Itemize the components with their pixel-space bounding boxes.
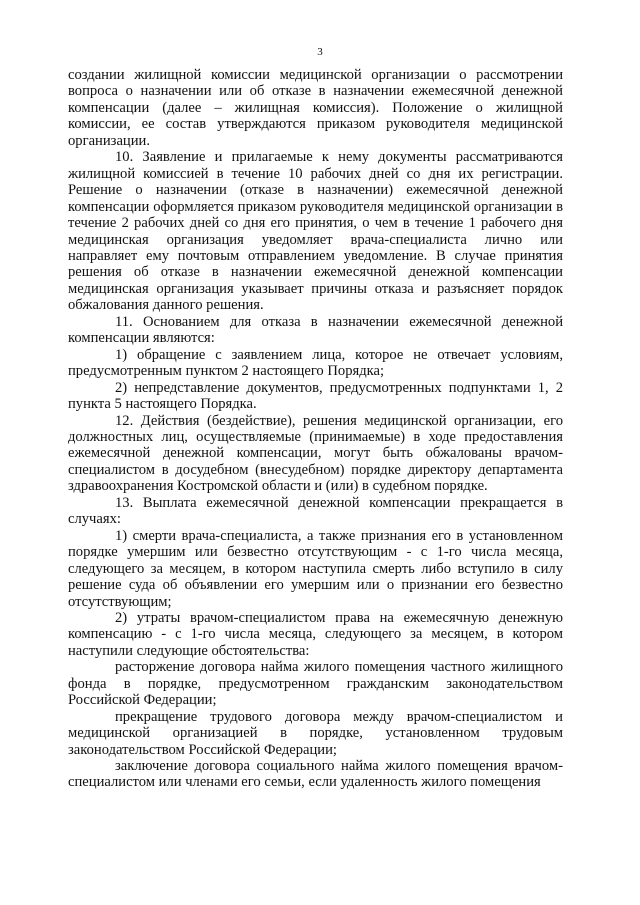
paragraph-item-13-2: 2) утраты врачом-специалистом права на ежемесячную денежную компенсацию - с 1-го числа месяца, следующего за месяцем, в котором наступили следующие обстоятельства:: [68, 609, 563, 659]
paragraph-item-11-2: 2) непредставление документов, предусмотренных подпунктами 1, 2 пункта 5 настоящего Порядка.: [68, 379, 563, 413]
paragraph-item-13-1: 1) смерти врача-специалиста, а также признания его в установленном порядке умершим или безвестно отсутствующим - с 1-го числа месяца, следующего за месяцем, в котором наступила смерть либо вступило в силу решение суда об объявлении его умершим или о признании его безвестно отсутствующим;: [68, 527, 563, 610]
paragraph-continuation: создании жилищной комиссии медицинской организации о рассмотрении вопроса о назначении или об отказе в назначении ежемесячной денежной компенсации (далее – жилищная комиссия). Положение о жилищной комиссии, ее состав утверждаются приказом руководителя медицинской организации.: [68, 67, 563, 149]
paragraph-item-12: 12. Действия (бездействие), решения медицинской организации, его должностных лиц, осуществляемые (принимаемые) в ходе предоставления ежемесячной денежной компенсации, могут быть обжалованы врачом-специалистом в досудебном (внесудебном) порядке директору департамента здравоохранения Костромской области и (или) в судебном порядке.: [68, 412, 563, 495]
document-body: [68, 67, 563, 791]
paragraph-item-13: 13. Выплата ежемесячной денежной компенсации прекращается в случаях:: [68, 494, 563, 528]
paragraph-clause-employment-termination: прекращение трудового договора между врачом-специалистом и медицинской организацией в порядке, установленном трудовым законодательством Российской Федерации;: [68, 708, 563, 758]
paragraph-clause-rent-termination: расторжение договора найма жилого помещения частного жилищного фонда в порядке, предусмотренном гражданским законодательством Российской Федерации;: [68, 659, 563, 709]
paragraph-item-11-1: 1) обращение с заявлением лица, которое не отвечает условиям, предусмотренным пунктом 2 настоящего Порядка;: [68, 346, 563, 380]
page-number: 3: [317, 46, 323, 58]
paragraph-item-11: 11. Основанием для отказа в назначении ежемесячной денежной компенсации являются:: [68, 313, 563, 347]
paragraph-clause-social-lease: заключение договора социального найма жилого помещения врачом-специалистом или членами его семьи, если удаленность жилого помещения: [68, 758, 563, 791]
paragraph-item-10: 10. Заявление и прилагаемые к нему документы рассматриваются жилищной комиссией в течение 10 рабочих дней со дня их регистрации. Решение о назначении (отказе в назначении) ежемесячной денежной компенсации оформляется приказом руководителя медицинской организации в течение 2 рабочих дней со дня его принятия, о чем в течение 1 рабочего дня медицинская организация уведомляет врача-специалиста лично или направляет ему почтовым отправлением уведомление. В случае принятия решения об отказе в назначении ежемесячной денежной компенсации медицинская организация указывает причины отказа и разъясняет порядок обжалования данного решения.: [68, 149, 563, 314]
